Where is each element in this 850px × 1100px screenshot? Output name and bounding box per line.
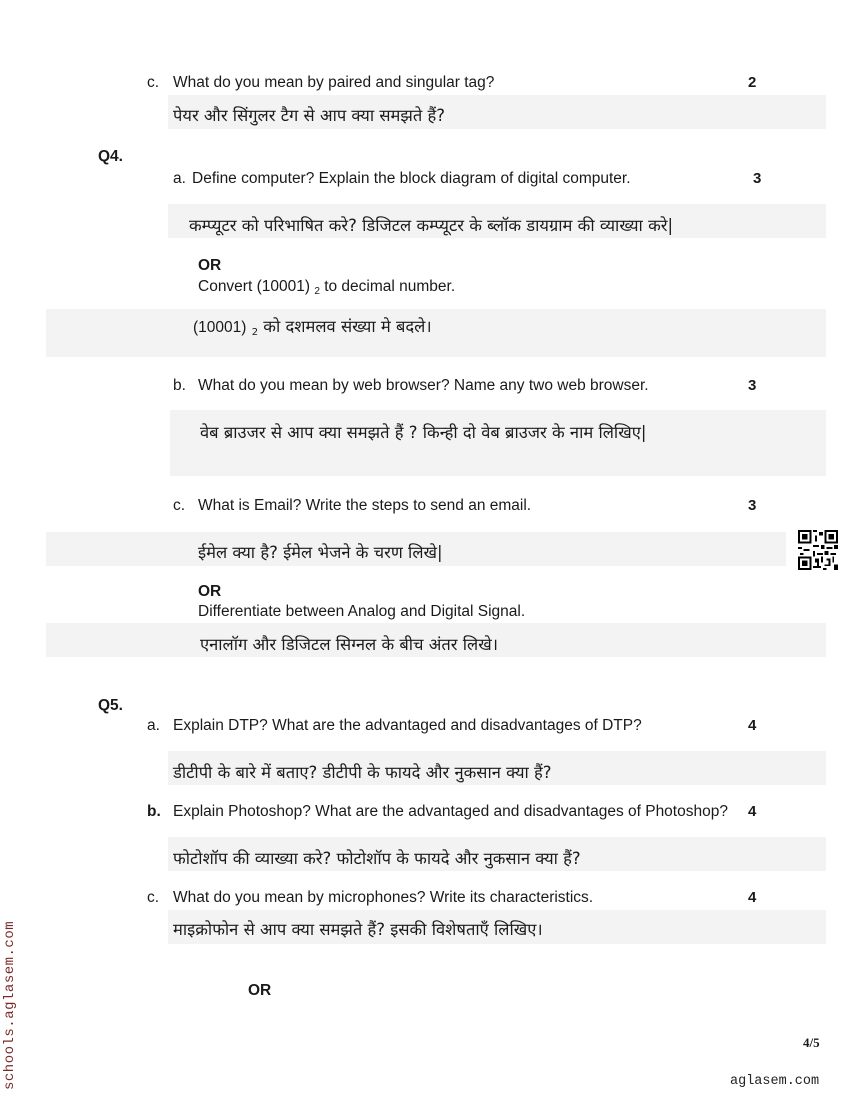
q5b-question-hi: फोटोशॉप की व्याख्या करे? फोटोशॉप के फायदे और नुकसान क्या हैं?	[173, 849, 581, 868]
q5c-marks: 4	[748, 889, 757, 906]
q4a-question-en: Define computer? Explain the block diagram of digital computer.	[192, 170, 631, 187]
q3c-question-en: What do you mean by paired and singular tag?	[173, 74, 495, 91]
q5-number: Q5.	[98, 697, 123, 714]
q5a-label: a.	[147, 717, 160, 734]
q4a-question-hi: कम्प्यूटर को परिभाषित करे? डिजिटल कम्प्यूटर के ब्लॉक डायग्राम की व्याख्या करे|	[189, 216, 674, 235]
q4-number: Q4.	[98, 148, 123, 165]
q5c-label: c.	[147, 889, 160, 906]
page-number: 4/5	[803, 1035, 820, 1050]
q4c-label: c.	[173, 497, 186, 514]
q4b-label: b.	[173, 377, 186, 394]
q4a-or: OR	[198, 257, 222, 274]
side-watermark-url[interactable]: schools.aglasem.com	[2, 920, 18, 1090]
q4c-or-question-en: Differentiate between Analog and Digital Signal.	[198, 603, 526, 620]
q4c-question-en: What is Email? Write the steps to send an email.	[198, 497, 532, 514]
footer-url[interactable]: aglasem.com	[730, 1074, 820, 1089]
q5a-question-hi: डीटीपी के बारे में बताए? डीटीपी के फायदे और नुकसान क्या हैं?	[173, 763, 552, 782]
q4b-question-hi: वेब ब्राउजर से आप क्या समझते हैं ? किन्ही दो वेब ब्राउजर के नाम लिखिए|	[200, 423, 647, 442]
q4a-label: a.	[173, 170, 186, 187]
q5c-question-hi: माइक्रोफोन से आप क्या समझते हैं? इसकी विशेषताएँ लिखिए।	[173, 920, 543, 939]
q4a-or-question-hi: (10001) 2 को दशमलव संख्या मे बदले।	[193, 317, 432, 338]
q4c-question-hi: ईमेल क्या है? ईमेल भेजने के चरण लिखे|	[198, 543, 443, 562]
q5b-label: b.	[147, 803, 161, 820]
q3c-marks: 2	[748, 74, 757, 91]
q4a-marks: 3	[753, 170, 762, 187]
q3c-label: c.	[147, 74, 160, 91]
q4b-marks: 3	[748, 377, 757, 394]
q5b-question-en: Explain Photoshop? What are the advantaged and disadvantages of Photoshop?	[173, 803, 728, 820]
q4a-or-question-en: Convert (10001) 2 to decimal number.	[198, 278, 456, 297]
q5-or: OR	[248, 982, 272, 999]
q4c-or-question-hi: एनालॉग और डिजिटल सिग्नल के बीच अंतर लिखे।	[200, 635, 498, 654]
q5c-question-en: What do you mean by microphones? Write its characteristics.	[173, 889, 594, 906]
q3c-question-hi: पेयर और सिंगुलर टैग से आप क्या समझते हैं?	[173, 106, 446, 125]
q4c-marks: 3	[748, 497, 757, 514]
q5a-marks: 4	[748, 717, 757, 734]
shade-band	[46, 309, 826, 357]
q5b-marks: 4	[748, 803, 757, 820]
q5a-question-en: Explain DTP? What are the advantaged and disadvantages of DTP?	[173, 717, 642, 734]
qr-code-icon	[798, 530, 838, 570]
q4b-question-en: What do you mean by web browser? Name any two web browser.	[198, 377, 649, 394]
q4c-or: OR	[198, 583, 222, 600]
